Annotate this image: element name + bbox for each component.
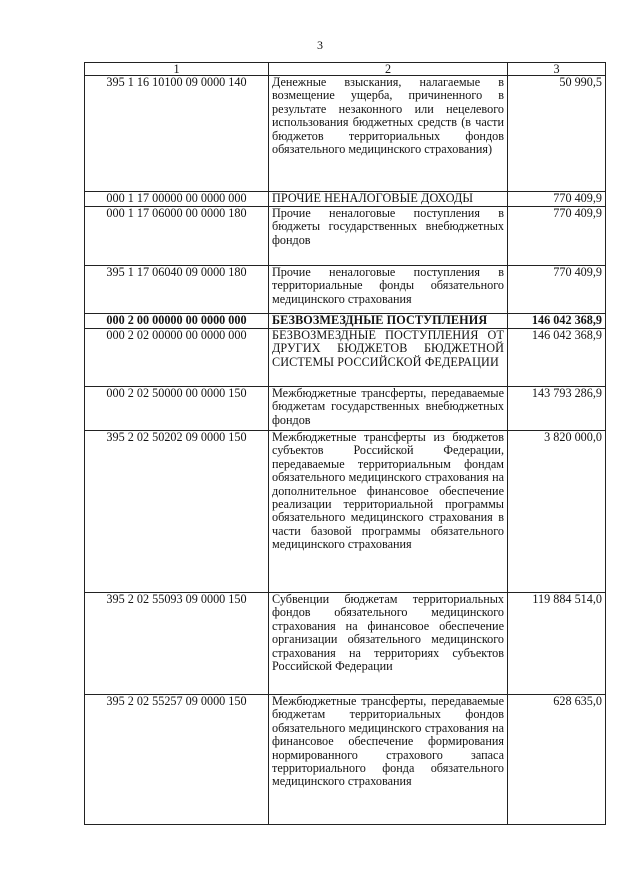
row-code: 000 2 02 50000 00 0000 150 xyxy=(85,387,269,431)
table-header-row xyxy=(85,63,606,76)
table-row xyxy=(85,695,606,825)
page-number: 3 xyxy=(317,38,323,52)
row-description: Прочие неналоговые поступления в территориальные фонды обязательного медицинского страхования xyxy=(269,266,508,314)
row-amount: 119 884 514,0 xyxy=(508,593,606,695)
column-header-amount: 3 xyxy=(508,63,606,76)
row-amount: 146 042 368,9 xyxy=(508,314,606,329)
table-row xyxy=(85,387,606,431)
row-description: БЕЗВОЗМЕЗДНЫЕ ПОСТУПЛЕНИЯ xyxy=(269,314,508,329)
column-header-description: 2 xyxy=(269,63,508,76)
table-row xyxy=(85,207,606,266)
row-code: 000 2 02 00000 00 0000 000 xyxy=(85,329,269,387)
row-amount: 3 820 000,0 xyxy=(508,431,606,593)
row-code: 395 1 17 06040 09 0000 180 xyxy=(85,266,269,314)
table-row xyxy=(85,76,606,192)
row-code: 000 1 17 06000 00 0000 180 xyxy=(85,207,269,266)
row-code: 395 2 02 55257 09 0000 150 xyxy=(85,695,269,825)
row-description: Субвенции бюджетам территориальных фондов обязательного медицинского страхования на финансовое обеспечение организации обязательного медицинского страхования на территориях субъектов Российской Федерации xyxy=(269,593,508,695)
row-amount: 143 793 286,9 xyxy=(508,387,606,431)
row-description: Межбюджетные трансферты, передаваемые бюджетам государственных внебюджетных фондов xyxy=(269,387,508,431)
row-amount: 50 990,5 xyxy=(508,76,606,192)
table-row xyxy=(85,329,606,387)
row-amount: 770 409,9 xyxy=(508,192,606,207)
row-description: Межбюджетные трансферты из бюджетов субъектов Российской Федерации, передаваемые территориальным фондам обязательного медицинского страхования на дополнительное финансовое обеспечение реализации территориальной программы обязательного медицинского страхования в части базовой программы обязательного медицинского страхования xyxy=(269,431,508,593)
row-amount: 146 042 368,9 xyxy=(508,329,606,387)
row-code: 000 2 00 00000 00 0000 000 xyxy=(85,314,269,329)
row-code: 395 1 16 10100 09 0000 140 xyxy=(85,76,269,192)
row-code: 000 1 17 00000 00 0000 000 xyxy=(85,192,269,207)
table-row xyxy=(85,431,606,593)
row-description: Межбюджетные трансферты, передаваемые бюджетам территориальных фондов обязательного медицинского страхования на финансовое обеспечение формирования нормированного страхового запаса территориального фонда обязательного медицинского страхования xyxy=(269,695,508,825)
table-row xyxy=(85,593,606,695)
budget-revenue-table xyxy=(84,62,606,825)
table-row xyxy=(85,314,606,329)
row-amount: 770 409,9 xyxy=(508,207,606,266)
table-row xyxy=(85,266,606,314)
row-description: ПРОЧИЕ НЕНАЛОГОВЫЕ ДОХОДЫ xyxy=(269,192,508,207)
column-header-code: 1 xyxy=(85,63,269,76)
row-amount: 628 635,0 xyxy=(508,695,606,825)
row-description: Денежные взыскания, налагаемые в возмещение ущерба, причиненного в результате незаконного или нецелевого использования бюджетных средств (в части бюджетов территориальных фондов обязательного медицинского страхования) xyxy=(269,76,508,192)
table-row xyxy=(85,192,606,207)
row-code: 395 2 02 55093 09 0000 150 xyxy=(85,593,269,695)
row-amount: 770 409,9 xyxy=(508,266,606,314)
row-description: БЕЗВОЗМЕЗДНЫЕ ПОСТУПЛЕНИЯ ОТ ДРУГИХ БЮДЖЕТОВ БЮДЖЕТНОЙ СИСТЕМЫ РОССИЙСКОЙ ФЕДЕРАЦИИ xyxy=(269,329,508,387)
row-code: 395 2 02 50202 09 0000 150 xyxy=(85,431,269,593)
row-description: Прочие неналоговые поступления в бюджеты государственных внебюджетных фондов xyxy=(269,207,508,266)
